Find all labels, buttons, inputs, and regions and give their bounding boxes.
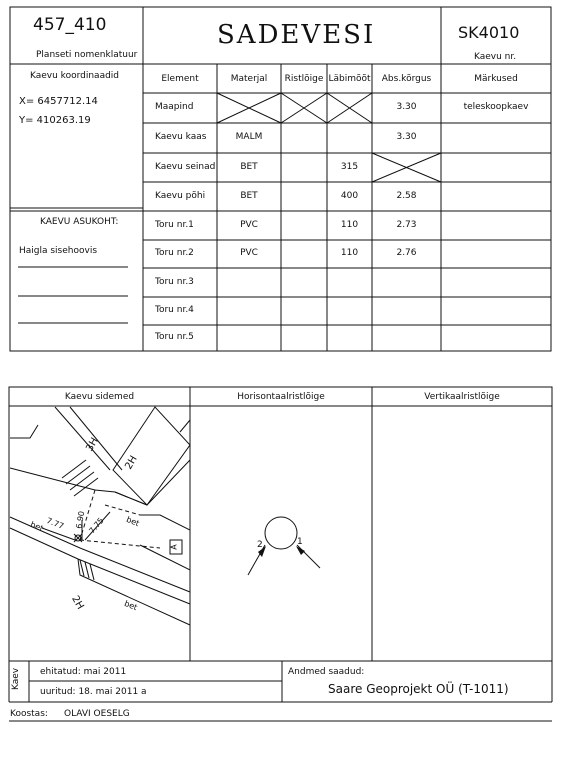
table-cell-abs: 3.30 — [396, 102, 417, 112]
table-cell-materjal: BET — [240, 161, 258, 172]
label-2h-lower: 2H — [69, 593, 86, 612]
table-cell-abs: 2.76 — [396, 248, 417, 258]
table-cell-abs: 2.73 — [396, 219, 417, 230]
table-cell-element: Kaevu kaas — [155, 132, 207, 142]
dim-1: 7.77 — [45, 516, 66, 532]
col-header-abs-korgus: Abs.kõrgus — [381, 74, 432, 84]
table-cell-element: Kaevu põhi — [155, 190, 206, 201]
well-label: Kaevu nr. — [474, 52, 517, 62]
coordinate-y: Y= 410263.19 — [19, 115, 91, 126]
table-cell-element: Toru nr.4 — [155, 305, 194, 315]
well-code: SK4010 — [458, 23, 520, 42]
nomenclature-number: 457_410 — [33, 15, 107, 35]
table-cell-element: Maapind — [155, 102, 194, 112]
table-cell-element: Toru nr.1 — [155, 219, 194, 230]
table-cell-labimoot: 110 — [340, 219, 359, 230]
footer-compiled-value: OLAVI OESELG — [64, 709, 130, 719]
label-bet-1: bet — [28, 519, 45, 534]
col-header-element: Element — [161, 74, 199, 84]
table-cell-element: Kaevu seinad — [155, 161, 216, 172]
col-header-materjal: Materjal — [230, 74, 268, 84]
label-2h-upper: 2H — [123, 453, 140, 472]
table-cell-element: Toru nr.5 — [155, 332, 194, 342]
table-cell-materjal: BET — [240, 190, 258, 201]
table-cell-labimoot: 110 — [340, 248, 359, 258]
label-a: A — [169, 544, 179, 550]
pipe-2-label: 1 — [297, 537, 303, 547]
table-cell-materjal: PVC — [240, 248, 258, 258]
footer-compiled-label: Koostas: — [10, 709, 48, 719]
label-bet-2: bet — [124, 514, 141, 529]
label-bet-3: bet — [122, 598, 139, 613]
footer-data-from-value: Saare Geoprojekt OÜ (T-1011) — [328, 682, 509, 696]
table-cell-materjal: PVC — [240, 219, 258, 230]
coordinates-heading: Kaevu koordinaadid — [30, 71, 120, 81]
footer-side-label: Kaev — [11, 667, 21, 690]
table-cell-labimoot: 400 — [340, 190, 359, 201]
location-value: Haigla sisehoovis — [19, 246, 98, 256]
dim-3: 7.75 — [87, 515, 106, 536]
footer-surveyed: uuritud: 18. mai 2011 a — [40, 687, 147, 697]
table-cell-markused: teleskoopkaev — [463, 102, 529, 112]
table-cell-abs: 3.30 — [396, 132, 417, 142]
col-header-ristloige: Ristlõige — [284, 74, 324, 84]
section-ties: Kaevu sidemed — [64, 392, 135, 402]
table-cell-element: Toru nr.3 — [155, 276, 194, 287]
label-3h: 3H — [84, 435, 101, 454]
table-cell-element: Toru nr.2 — [155, 248, 194, 258]
col-header-markused: Märkused — [474, 74, 518, 84]
table-cell-labimoot: 315 — [340, 161, 359, 172]
nomenclature-label: Planseti nomenklatuur — [36, 50, 138, 60]
col-header-labimoot: Läbimõõt — [328, 74, 371, 84]
section-vertical: Vertikaalristlõige — [424, 392, 500, 402]
table-cell-materjal: MALM — [235, 132, 263, 142]
section-horizontal: Horisontaalristlõige — [237, 392, 325, 402]
pipe-1-label: 2 — [257, 540, 263, 550]
location-heading: KAEVU ASUKOHT: — [40, 217, 119, 227]
dim-2: 6.90 — [74, 510, 87, 530]
coordinate-x: X= 6457712.14 — [19, 96, 98, 107]
table-cell-abs: 2.58 — [396, 190, 417, 201]
footer-data-from-label: Andmed saadud: — [288, 667, 365, 677]
footer-built: ehitatud: mai 2011 — [40, 667, 127, 677]
document-title: SADEVESI — [217, 20, 376, 50]
